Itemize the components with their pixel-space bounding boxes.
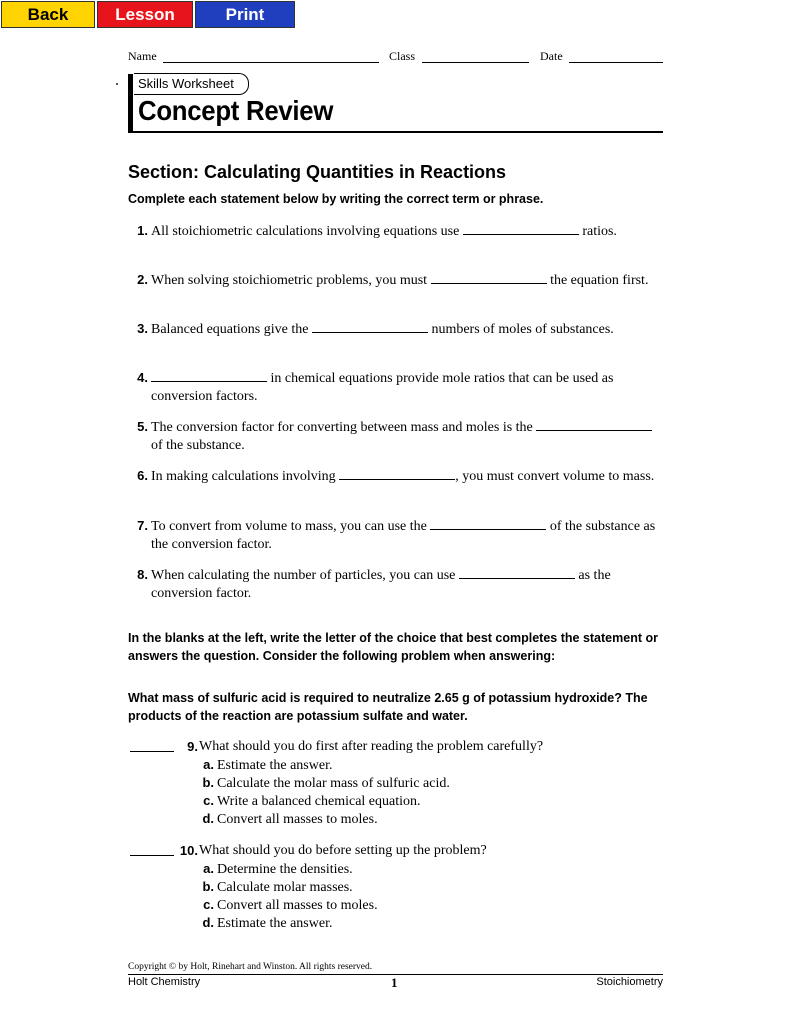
answer-option (198, 860, 353, 879)
answer-blank[interactable] (339, 467, 455, 480)
answer-option (198, 810, 378, 829)
section-title: Section: Calculating Quantities in Reactions (128, 162, 507, 182)
answer-option (198, 756, 332, 775)
question-text (151, 320, 661, 339)
date-label: Date (540, 49, 563, 63)
question-text-after: numbers of moles of substances. (427, 322, 614, 337)
option-text: Convert all masses to moles. (217, 898, 378, 913)
option-text: Calculate the molar mass of sulfuric acid. (217, 776, 450, 791)
page-number: 1 (391, 975, 398, 990)
answer-blank[interactable] (130, 855, 174, 856)
name-field[interactable] (163, 62, 379, 63)
question-text (151, 271, 661, 290)
question-text-before: When solving stoichiometric problems, you must (151, 273, 431, 288)
name-label: Name (128, 49, 157, 63)
option-text: Calculate molar masses. (217, 880, 353, 895)
answer-blank[interactable] (463, 222, 579, 235)
question-text (151, 517, 661, 554)
option-text: Convert all masses to moles. (217, 812, 378, 827)
copyright: Copyright © by Holt, Rinehart and Winston. All rights reserved. (128, 962, 373, 972)
question-text-before: When calculating the number of particles, you can use (151, 568, 459, 583)
class-label: Class (389, 49, 416, 63)
class-field[interactable] (422, 62, 529, 63)
question-number: 2. (137, 272, 148, 287)
worksheet-label: Skills Worksheet (134, 73, 249, 95)
answer-option (198, 792, 421, 811)
question-text-before: The conversion factor for converting between mass and moles is the (151, 420, 537, 435)
question-number: 9. (187, 739, 198, 754)
question-text (151, 418, 661, 455)
title-rule (128, 131, 663, 133)
page-title: Concept Review (138, 95, 334, 126)
option-letter: c. (203, 897, 214, 912)
question-text-after: of the substance. (151, 438, 245, 453)
answer-blank[interactable] (312, 320, 428, 333)
problem-statement: What mass of sulfuric acid is required to neutralize 2.65 g of potassium hydroxide? The products of the reaction are potassium sulfate and water. (128, 691, 648, 723)
book-title: Holt Chemistry (128, 976, 201, 988)
answer-blank[interactable] (130, 751, 174, 752)
question-number: 7. (137, 518, 148, 533)
question-number: 5. (137, 419, 148, 434)
option-text: Estimate the answer. (217, 916, 333, 931)
question-number: 6. (137, 468, 148, 483)
answer-blank[interactable] (536, 418, 652, 431)
question-text-after: of the substance as the conversion factor. (151, 519, 656, 552)
answer-option (198, 878, 353, 897)
option-letter: b. (202, 775, 214, 790)
answer-blank[interactable] (459, 566, 575, 579)
question-text-after: in chemical equations provide mole ratios that can be used as conversion factors. (151, 371, 614, 404)
answer-option (198, 774, 450, 793)
print-button[interactable]: Print (195, 1, 295, 28)
option-text: Write a balanced chemical equation. (217, 794, 421, 809)
option-letter: d. (202, 811, 214, 826)
answer-blank[interactable] (431, 271, 547, 284)
mc-question-10 (128, 842, 663, 932)
question-text-after: the equation first. (546, 273, 649, 288)
question-text: What should you do first after reading the problem carefully? (199, 739, 544, 754)
option-letter: a. (203, 861, 214, 876)
question-text: What should you do before setting up the problem? (199, 843, 487, 858)
answer-option (198, 914, 332, 933)
title-bar (128, 74, 133, 133)
back-button[interactable]: Back (1, 1, 95, 28)
option-letter: d. (202, 915, 214, 930)
question-text-after: , you must convert volume to mass. (455, 469, 655, 484)
option-letter: b. (202, 879, 214, 894)
question-text-after: ratios. (578, 224, 617, 239)
question-text-before: All stoichiometric calculations involving equations use (151, 224, 463, 239)
question-text (151, 222, 661, 241)
chapter-title: Stoichiometry (596, 976, 663, 988)
question-number: 3. (137, 321, 148, 336)
mc-instruction: In the blanks at the left, write the letter of the choice that best completes the statement or answers the question. Consider the following problem when answering: (128, 631, 658, 663)
question-number: 10. (179, 843, 198, 858)
answer-blank[interactable] (151, 369, 267, 382)
option-letter: a. (203, 757, 214, 772)
student-info-row (128, 49, 663, 65)
option-text: Estimate the answer. (217, 758, 333, 773)
answer-blank[interactable] (430, 517, 546, 530)
fill-in-instruction: Complete each statement below by writing the correct term or phrase. (128, 192, 544, 206)
mc-question-9 (128, 738, 663, 828)
question-text (151, 369, 661, 406)
question-number: 1. (137, 223, 148, 238)
question-text-before: To convert from volume to mass, you can use the (151, 519, 431, 534)
question-text (151, 467, 661, 486)
question-text-after: as the conversion factor. (151, 568, 611, 601)
lesson-button[interactable]: Lesson (97, 1, 193, 28)
question-text (151, 566, 661, 603)
question-number: 8. (137, 567, 148, 582)
answer-option (198, 896, 378, 915)
question-text-before: In making calculations involving (151, 469, 340, 484)
date-field[interactable] (569, 62, 663, 63)
margin-mark (116, 83, 118, 85)
option-text: Determine the densities. (217, 862, 353, 877)
question-text-before: Balanced equations give the (151, 322, 312, 337)
option-letter: c. (203, 793, 214, 808)
question-number: 4. (137, 370, 148, 385)
